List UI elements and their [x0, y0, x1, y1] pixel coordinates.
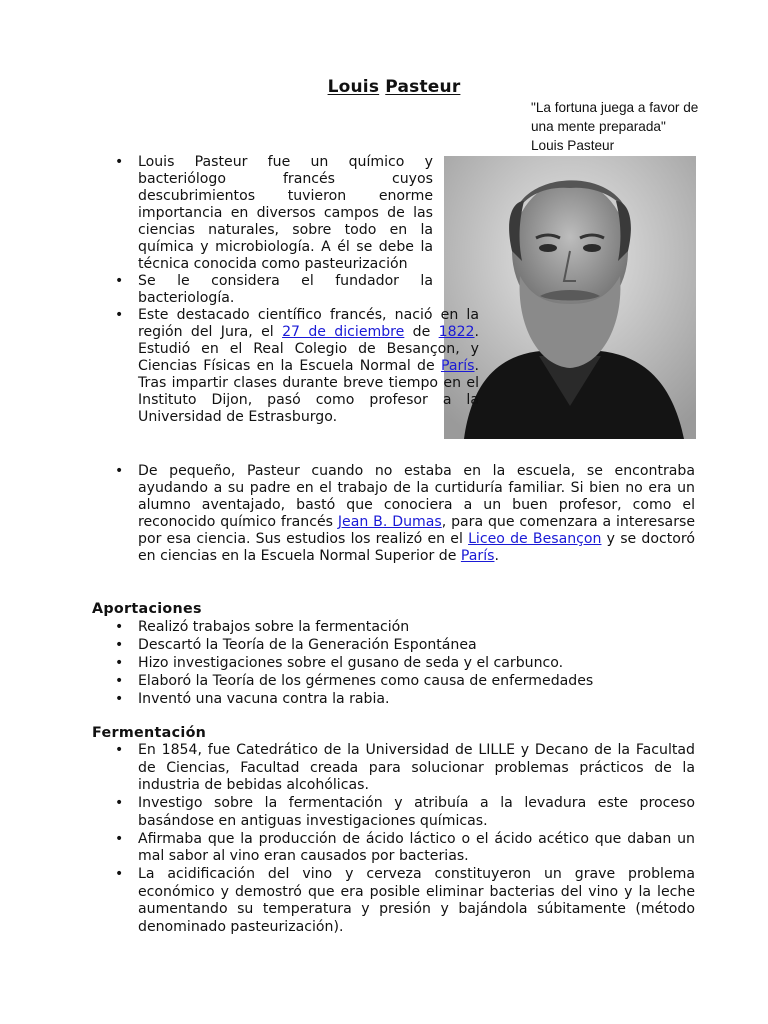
section-aportaciones	[92, 601, 695, 708]
intro-bullet-2: • Se le considera el fundador la bacteriología.	[92, 273, 433, 307]
list-item: • Hizo investigaciones sobre el gusano de seda y el carbunco.	[92, 654, 695, 672]
heading-aportaciones: Aportaciones	[92, 601, 202, 617]
page-title	[0, 77, 768, 97]
portrait-photo	[444, 156, 696, 439]
childhood-text-a: De pequeño, Pasteur cuando no estaba en la escuela, se encontraba ayudando a su padre en el trabajo de la curtiduría familiar. Si bien no era un alumno aventajado, bastó que conociera a un buen profesor, como el reconocido químico francés	[138, 463, 695, 530]
intro-bullet-1: • Louis Pasteur fue un químico y bacteriólogo francés cuyos descubrimientos tuvieron enorme importancia en diversos campos de las ciencias naturales, sobre todo en la química y microbiología. A él se debe la técnica conocida como pasteurización	[92, 154, 433, 273]
intro-b3-text-c: . Estudió en el Real Colegio de Besançon, y Ciencias Físicas en la Escuela Normal de	[138, 324, 479, 374]
list-item: • Afirmaba que la producción de ácido láctico o el ácido acético que daban un mal sabor al vino eran causados por bacterias.	[92, 831, 695, 866]
list-item: • Investigo sobre la fermentación y atribuía a la levadura este proceso basándose en antiguas investigaciones químicas.	[92, 795, 695, 830]
intro-b3-text-b: de	[404, 324, 439, 340]
link-paris-1[interactable]: París	[440, 358, 475, 374]
childhood-bullet	[92, 463, 695, 565]
list-item: • Realizó trabajos sobre la fermentación	[92, 618, 695, 636]
title-last: Pasteur	[385, 77, 461, 97]
title-first: Louis	[327, 77, 380, 97]
intro-bullet-3	[92, 307, 479, 426]
list-item: • Inventó una vacuna contra la rabia.	[92, 690, 695, 708]
list-item: • Descartó la Teoría de la Generación Espontánea	[92, 636, 695, 654]
link-1822[interactable]: 1822	[438, 324, 475, 340]
intro-b3-text-a: Este destacado científico francés, nació en la región del Jura, el	[138, 307, 479, 340]
quote-block	[531, 98, 701, 155]
heading-fermentacion: Fermentación	[92, 725, 207, 741]
section-fermentacion	[92, 725, 695, 937]
list-item: • En 1854, fue Catedrático de la Universidad de LILLE y Decano de la Facultad de Ciencias, Facultad creada para solucionar problemas prácticos de la industria de bebidas alcohólicas.	[92, 742, 695, 795]
link-27-de-diciembre[interactable]: 27 de diciembre	[282, 324, 405, 340]
aportaciones-list	[92, 618, 695, 708]
portrait-illustration	[444, 156, 696, 439]
childhood-text-d: .	[494, 548, 499, 564]
list-item: • Elaboró la Teoría de los gérmenes como causa de enfermedades	[92, 672, 695, 690]
intro-list	[92, 154, 479, 426]
childhood-text-c: y se doctoró en ciencias en la Escuela Normal Superior de	[138, 531, 695, 564]
quote-author: Louis Pasteur	[531, 138, 615, 153]
link-paris-2[interactable]: París	[460, 548, 495, 564]
childhood-list	[92, 463, 695, 565]
fermentacion-list	[92, 742, 695, 937]
intro-b3-text-d: . Tras impartir clases durante breve tiempo en el Instituto Dijon, pasó como profesor a la Universidad de Estrasburgo.	[138, 358, 479, 425]
quote-text: "La fortuna juega a favor de una mente preparada"	[531, 100, 699, 134]
link-liceo-de-besancon[interactable]: Liceo de Besançon	[468, 531, 602, 547]
childhood-text-b: , para que comenzara a interesarse por esa ciencia. Sus estudios los realizó en el	[138, 514, 696, 547]
link-jean-b-dumas[interactable]: Jean B. Dumas	[337, 514, 442, 530]
list-item: • La acidificación del vino y cerveza constituyeron un grave problema económico y demostró que era posible eliminar bacterias del vino y la leche aumentando su temperatura y presión y bajándola súbitamente (método denominado pasteurización).	[92, 866, 695, 937]
